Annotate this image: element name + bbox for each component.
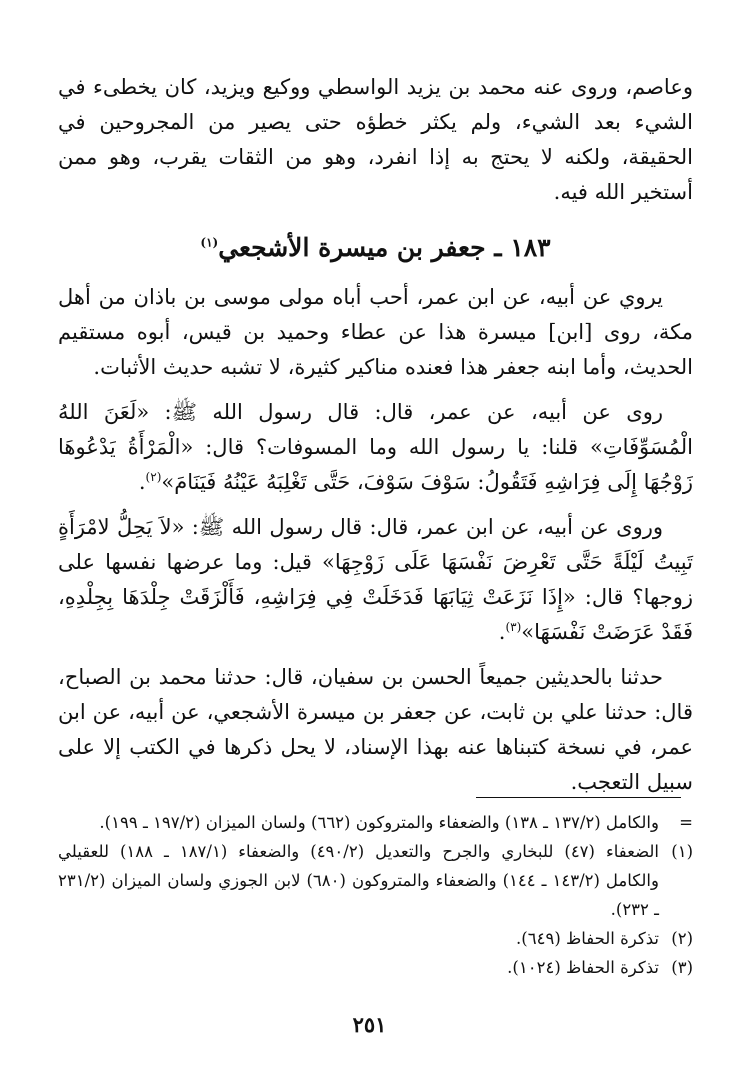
footnote-1	[58, 837, 693, 924]
page-number: ٢٥١	[352, 1012, 387, 1037]
footnote-divider	[476, 797, 681, 798]
footnote-text: تذكرة الحفاظ (١٠٢٤).	[507, 958, 659, 977]
footnote-text: الضعفاء (٤٧) للبخاري والجرح والتعديل (٤٩٠/٢) والضعفاء (١٨٧/١ ـ ١٨٨) للعقيلي والكامل (١٤٣/٢ ـ ١٤٤) والضعفاء والمتروكون (٦٨٠) لابن الجوزي ولسان الميزان (٢٣١/٢ ـ ٢٣٢).	[58, 842, 659, 919]
paragraph-4-footnote-ref: (٣)	[505, 620, 522, 634]
page-body	[58, 70, 693, 800]
footnote-text: والكامل (١٣٧/٢ ـ ١٣٨) والضعفاء والمتروكون (٦٦٢) ولسان الميزان (١٩٧/٢ ـ ١٩٩).	[99, 813, 659, 832]
heading-footnote-ref: (١)	[200, 235, 219, 250]
footnote-number: =	[679, 813, 693, 832]
paragraph-4: وروى عن أبيه، عن ابن عمر، قال: قال رسول الله ﷺ: «لاَ يَحِلُّ لامْرَأَةٍ تَبِيتُ لَيْلَةً حَتَّى تَعْرِضَ نَفْسَهَا عَلَى زَوْجِهَا» قيل: وما عرضها نفسها على زوجها؟ قال: «إِذَا نَزَعَتْ ثِيَابَهَا فَدَخَلَتْ فِي فِرَاشِهِ، فَأَلْزَقَتْ جِلْدَهَا بِجِلْدِهِ، فَقَدْ عَرَضَتْ نَفْسَهَا»$^{(٣)}$.	[58, 515, 693, 644]
footnote-2	[58, 924, 693, 953]
paragraph-5: حدثنا بالحديثين جميعاً الحسن بن سفيان، قال: حدثنا محمد بن الصباح، قال: حدثنا علي بن ثابت، عن جعفر بن ميسرة الأشجعي، عن أبيه، عن ابن عمر، في نسخة كتبناها عنه بهذا الإسناد، لا يحل ذكرها في الكتب إلا على سبيل التعجب.	[58, 665, 693, 794]
footnote-number: (١)	[671, 842, 693, 861]
main-text	[58, 70, 693, 800]
paragraph-4-text: وروى عن أبيه، عن ابن عمر، قال: قال رسول الله ﷺ: «لاَ يَحِلُّ لامْرَأَةٍ تَبِيتُ لَيْلَةً حَتَّى تَعْرِضَ نَفْسَهَا عَلَى زَوْجِهَا» قيل: وما عرضها نفسها على زوجها؟ قال: «إِذَا نَزَعَتْ ثِيَابَهَا فَدَخَلَتْ فِي فِرَاشِهِ، فَأَلْزَقَتْ جِلْدَهَا بِجِلْدِهِ، فَقَدْ عَرَضَتْ نَفْسَهَا»	[58, 515, 693, 644]
footnote-continued	[58, 808, 693, 837]
paragraph-3: روى عن أبيه، عن عمر، قال: قال رسول الله ﷺ: «لَعَنَ اللهُ الْمُسَوِّفَاتِ» قلنا: يا رسول الله وما المسوفات؟ قال: «الْمَرْأَةُ يَدْعُوهَا زَوْجُهَا إِلَى فِرَاشِهِ فَتَقُولُ: سَوْفَ سَوْفَ، حَتَّى تَغْلِبَهُ عَيْنُهُ فَيَنَامَ»$^{(٢)}$.	[58, 400, 693, 494]
paragraph-3-footnote-ref: (٢)	[145, 470, 162, 484]
footnotes	[58, 808, 693, 982]
paragraph-1: وعاصم، وروى عنه محمد بن يزيد الواسطي ووكيع ويزيد، كان يخطىء في الشيء بعد الشيء، ولم يكثر خطؤه حتى يصير من المجروحين في الحقيقة، ولكنه لا يحتج به إذا انفرد، وهو من الثقات يقرب، وهو ممن أستخير الله فيه.	[58, 75, 693, 204]
footnote-number: (٣)	[671, 958, 693, 977]
footnote-3	[58, 953, 693, 982]
heading-text: ١٨٣ ـ جعفر بن ميسرة الأشجعي	[218, 233, 551, 262]
entry-heading	[58, 226, 693, 270]
footnote-number: (٢)	[671, 929, 693, 948]
footnote-text: تذكرة الحفاظ (٦٤٩).	[516, 929, 659, 948]
paragraph-3-text: روى عن أبيه، عن عمر، قال: قال رسول الله ﷺ: «لَعَنَ اللهُ الْمُسَوِّفَاتِ» قلنا: يا رسول الله وما المسوفات؟ قال: «الْمَرْأَةُ يَدْعُوهَا زَوْجُهَا إِلَى فِرَاشِهِ فَتَقُولُ: سَوْفَ سَوْفَ، حَتَّى تَغْلِبَهُ عَيْنُهُ فَيَنَامَ»	[58, 400, 693, 494]
paragraph-2: يروي عن أبيه، عن ابن عمر، أحب أباه مولى موسى بن باذان من أهل مكة، روى [ابن] ميسرة هذا عن عطاء وحميد بن قيس، أبوه مستقيم الحديث، وأما ابنه جعفر هذا فعنده مناكير كثيرة، لا تشبه حديث الأثبات.	[58, 285, 693, 379]
